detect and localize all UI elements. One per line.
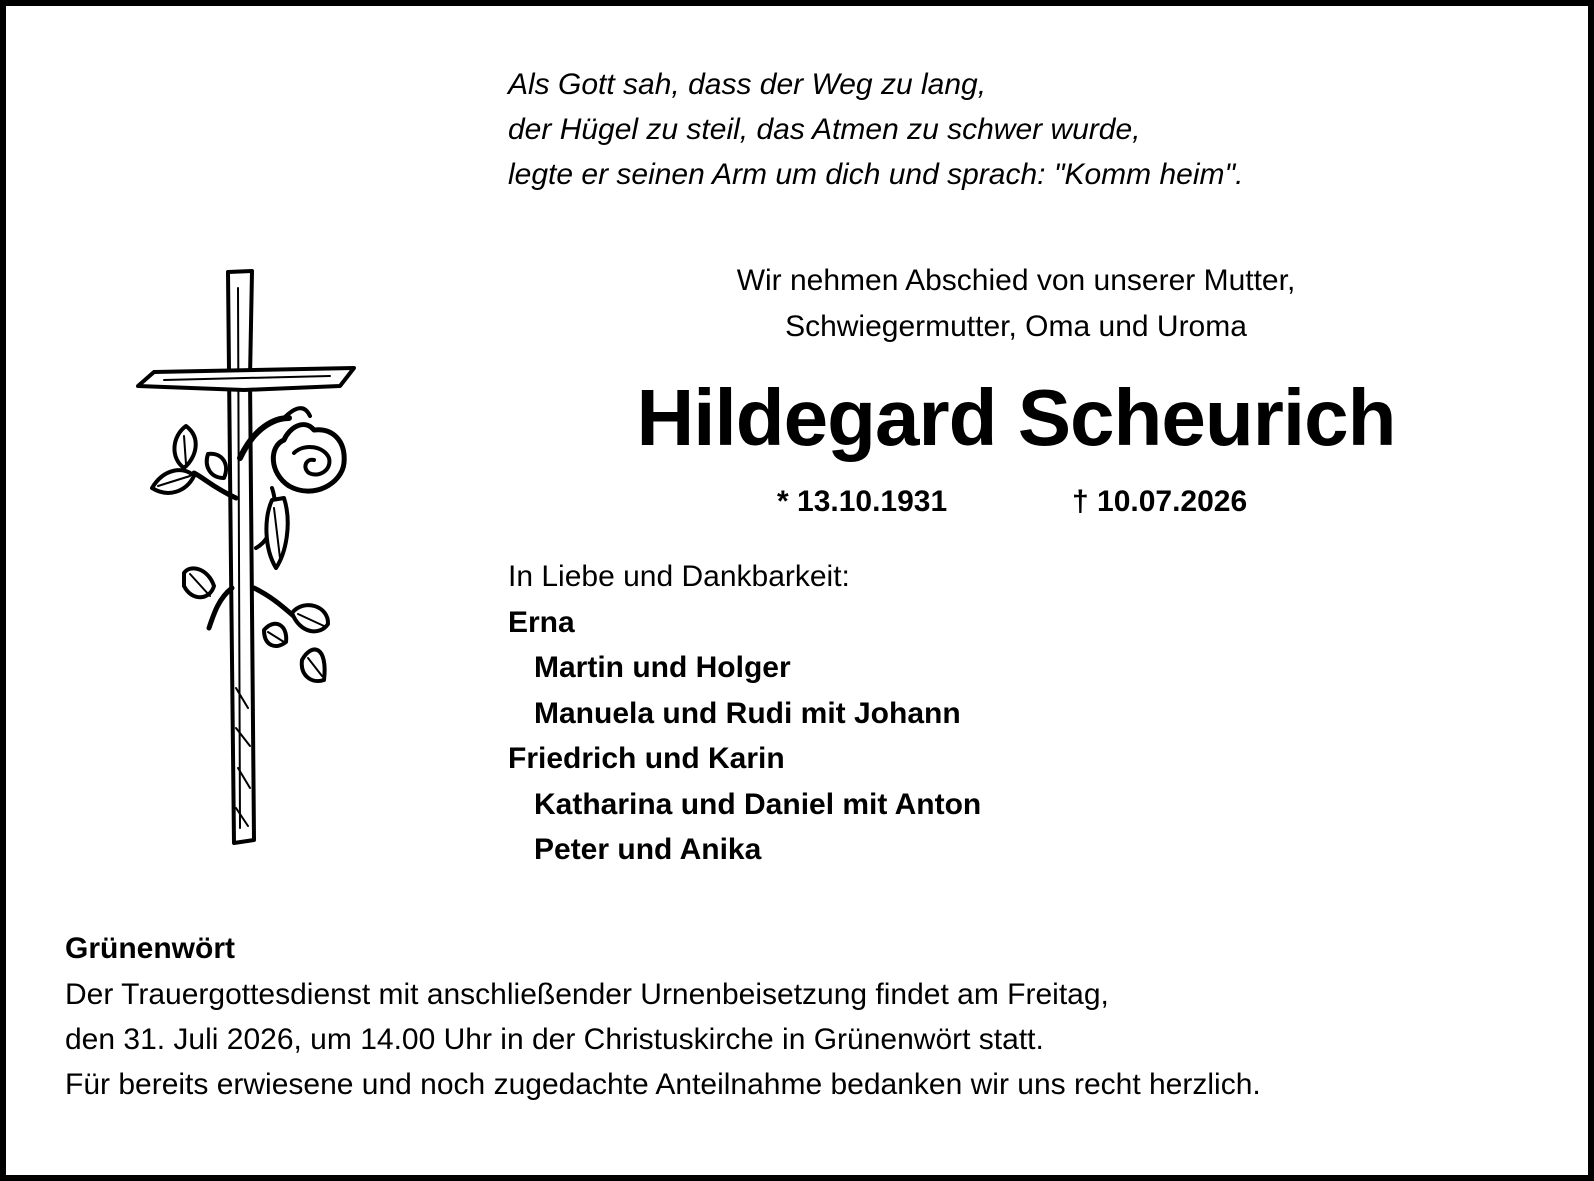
deceased-name: Hildegard Scheurich: [636, 373, 1396, 462]
memorial-poem: [508, 62, 1244, 197]
mourner-row: Erna: [508, 605, 575, 639]
intro-line-1: Wir nehmen Abschied von unserer Mutter,: [736, 264, 1296, 297]
poem-line-2: der Hügel zu steil, das Atmen zu schwer wurde,: [508, 113, 1141, 146]
notice-line-1: Der Trauergottesdienst mit anschließender Urnenbeisetzung findet am Freitag,: [65, 978, 1109, 1011]
service-notice: [65, 972, 1261, 1107]
mourners-heading: In Liebe und Dankbarkeit:: [508, 560, 850, 593]
birth-date: * 13.10.1931: [777, 485, 948, 518]
poem-line-3: legte er seinen Arm um dich und sprach: "Komm heim".: [508, 158, 1244, 191]
notice-line-2: den 31. Juli 2026, um 14.00 Uhr in der Christuskirche in Grünenwört statt.: [65, 1023, 1044, 1056]
mourner-row: Peter und Anika: [534, 833, 762, 866]
mourner-row: Martin und Holger: [534, 651, 791, 684]
mourner-row: Manuela und Rudi mit Johann: [534, 696, 961, 730]
mourner-row: Katharina und Daniel mit Anton: [534, 787, 982, 821]
mourner-row: Friedrich und Karin: [508, 742, 785, 775]
poem-line-1: Als Gott sah, dass der Weg zu lang,: [508, 68, 987, 101]
cross-with-roses-icon: [124, 268, 360, 848]
location: Grünenwört: [65, 932, 235, 965]
farewell-intro: [566, 258, 1466, 350]
mourners-list: [508, 554, 981, 873]
death-date: † 10.07.2026: [1072, 485, 1248, 518]
notice-line-3: Für bereits erwiesene und noch zugedachte Anteilnahme bedanken wir uns recht herzlich.: [65, 1068, 1261, 1101]
intro-line-2: Schwiegermutter, Oma und Uroma: [785, 310, 1247, 343]
